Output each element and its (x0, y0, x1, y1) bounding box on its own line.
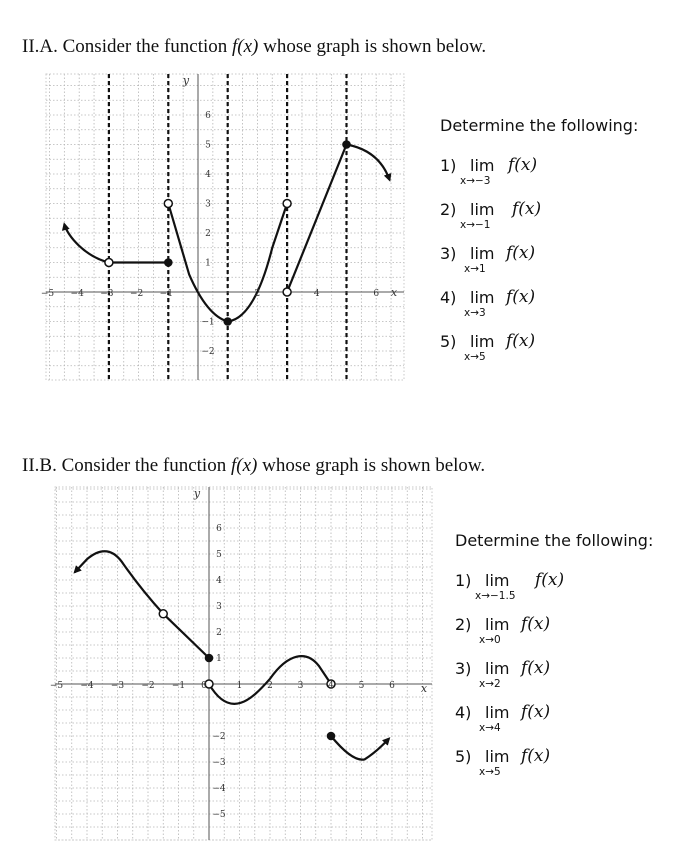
function-label: f(x) (506, 331, 536, 351)
lim-subscript: x→5 (479, 766, 501, 778)
lim-subscript: x→5 (464, 351, 486, 363)
open-point (159, 610, 167, 618)
graph-a (40, 72, 410, 384)
x-tick-label: 5 (358, 681, 365, 691)
section-a-heading-prefix: II.A. Consider the function (22, 36, 228, 57)
lim-label: lim (485, 747, 510, 766)
y-tick-label: −3 (212, 758, 226, 768)
closed-point (164, 258, 173, 267)
question-b-5 (455, 741, 653, 785)
labels-b (50, 487, 428, 820)
y-tick-label: −2 (201, 347, 215, 357)
question-number: 3) (455, 659, 472, 678)
x-tick-label: −4 (70, 289, 84, 299)
lim-subscript: x→−1.5 (475, 590, 516, 602)
questions-b-title: Determine the following: (455, 531, 654, 550)
x-tick-label: −4 (80, 681, 94, 691)
x-tick-label: 6 (389, 681, 395, 691)
closed-point (342, 140, 351, 149)
question-number: 1) (455, 571, 472, 590)
question-b-1 (455, 565, 653, 609)
question-number: 4) (455, 703, 472, 722)
question-a-2 (440, 194, 638, 238)
question-number: 5) (455, 747, 472, 766)
grid-border (46, 74, 404, 380)
x-tick-label: −2 (129, 289, 144, 299)
lim-label: lim (485, 615, 510, 634)
function-label: f(x) (512, 199, 542, 219)
open-point (283, 200, 291, 208)
lim-label: lim (485, 659, 510, 678)
section-b-heading-prefix: II.B. Consider the function (22, 455, 227, 476)
grid-a (46, 74, 404, 380)
x-tick-label: 4 (313, 289, 320, 299)
lim-label: lim (470, 288, 495, 307)
x-tick-label: −5 (40, 289, 55, 299)
y-tick-label: −5 (212, 810, 226, 820)
x-tick-label: −3 (110, 681, 125, 691)
question-number: 5) (440, 332, 457, 351)
function-label: f(x) (506, 287, 536, 307)
open-point (105, 259, 113, 267)
lim-label: lim (470, 332, 495, 351)
lim-label: lim (470, 200, 495, 219)
x-tick-label: −1 (171, 681, 186, 691)
x-tick-label: 1 (236, 681, 243, 691)
grid-border (55, 487, 432, 840)
closed-point (223, 317, 232, 326)
lim-subscript: x→1 (464, 263, 486, 275)
x-tick-label: 6 (373, 289, 380, 299)
dashed-lines-a (109, 74, 347, 380)
x-tick-label: 3 (297, 681, 304, 691)
function-label: f(x) (535, 570, 565, 590)
question-number: 2) (440, 200, 457, 219)
y-tick-label: 1 (205, 258, 211, 269)
y-tick-label: 3 (205, 199, 211, 210)
section-a-heading-func: f(x) (232, 36, 259, 57)
question-number: 1) (440, 156, 457, 175)
graph-b (49, 485, 438, 843)
y-tick-label: 4 (216, 576, 222, 586)
question-b-2 (455, 609, 653, 653)
open-point (164, 200, 172, 208)
curve-segment (75, 551, 163, 614)
lim-subscript: x→−3 (460, 175, 491, 187)
y-tick-label: 1 (216, 654, 222, 664)
function-label: f(x) (521, 746, 551, 766)
function-label: f(x) (506, 243, 536, 263)
lim-label: lim (485, 703, 510, 722)
section-a-heading (22, 36, 486, 58)
question-number: 4) (440, 288, 457, 307)
x-tick-label: −2 (141, 681, 155, 691)
question-a-4 (440, 282, 638, 326)
questions-b (455, 531, 653, 785)
section-b-heading-suffix: whose graph is shown below. (262, 455, 486, 476)
question-b-3 (455, 653, 653, 697)
x-tick-label: 0 (201, 681, 207, 691)
y-tick-label: 2 (216, 628, 222, 638)
curve-segment (347, 145, 390, 180)
grid-b (55, 487, 432, 840)
x-tick-label: −1 (159, 289, 173, 299)
y-tick-label: 3 (216, 602, 222, 612)
open-point (283, 288, 291, 296)
y-tick-label: −1 (201, 317, 215, 328)
questions-a (440, 116, 638, 370)
lim-subscript: x→4 (479, 722, 501, 734)
y-axis-label: y (193, 487, 201, 500)
question-number: 2) (455, 615, 472, 634)
y-tick-label: 6 (205, 111, 211, 121)
function-label: f(x) (521, 702, 551, 722)
x-axis-label: x (390, 286, 398, 299)
lim-subscript: x→−1 (460, 219, 491, 231)
lim-subscript: x→2 (479, 678, 501, 690)
section-a-heading-suffix: whose graph is shown below. (263, 36, 487, 57)
y-tick-label: 6 (216, 524, 222, 534)
curve-segment (163, 614, 209, 658)
question-b-4 (455, 697, 653, 741)
question-number: 3) (440, 244, 457, 263)
function-label: f(x) (521, 614, 551, 634)
x-axis-label: x (420, 682, 428, 695)
y-tick-label: −2 (212, 732, 226, 742)
lim-subscript: x→3 (464, 307, 486, 319)
x-tick-label: 4 (328, 681, 334, 691)
x-tick-label: −5 (49, 681, 64, 691)
y-tick-label: 5 (205, 140, 211, 151)
y-tick-label: 5 (216, 550, 222, 560)
question-a-5 (440, 326, 638, 370)
lim-label: lim (470, 156, 495, 175)
closed-point (327, 732, 336, 741)
questions-a-title: Determine the following: (440, 116, 639, 135)
y-axis-label: y (182, 74, 190, 87)
curve-segment (331, 736, 389, 760)
curve-b (75, 551, 389, 759)
question-a-3 (440, 238, 638, 282)
x-tick-label: 2 (267, 681, 273, 691)
lim-label: lim (485, 571, 510, 590)
curve-segment (64, 224, 109, 262)
y-tick-label: −4 (212, 784, 226, 794)
axes-a (46, 74, 404, 380)
lim-label: lim (470, 244, 495, 263)
lim-subscript: x→0 (479, 634, 501, 646)
x-tick-label: −3 (100, 289, 114, 299)
section-b-heading (22, 455, 485, 477)
closed-point (205, 654, 214, 663)
x-tick-label: 2 (254, 289, 261, 299)
function-label: f(x) (508, 155, 538, 175)
y-tick-label: 2 (205, 229, 211, 239)
section-b-heading-func: f(x) (230, 455, 258, 476)
y-tick-label: 4 (205, 170, 211, 180)
axes-b (55, 487, 432, 840)
function-label: f(x) (521, 658, 551, 678)
question-a-1 (440, 150, 638, 194)
